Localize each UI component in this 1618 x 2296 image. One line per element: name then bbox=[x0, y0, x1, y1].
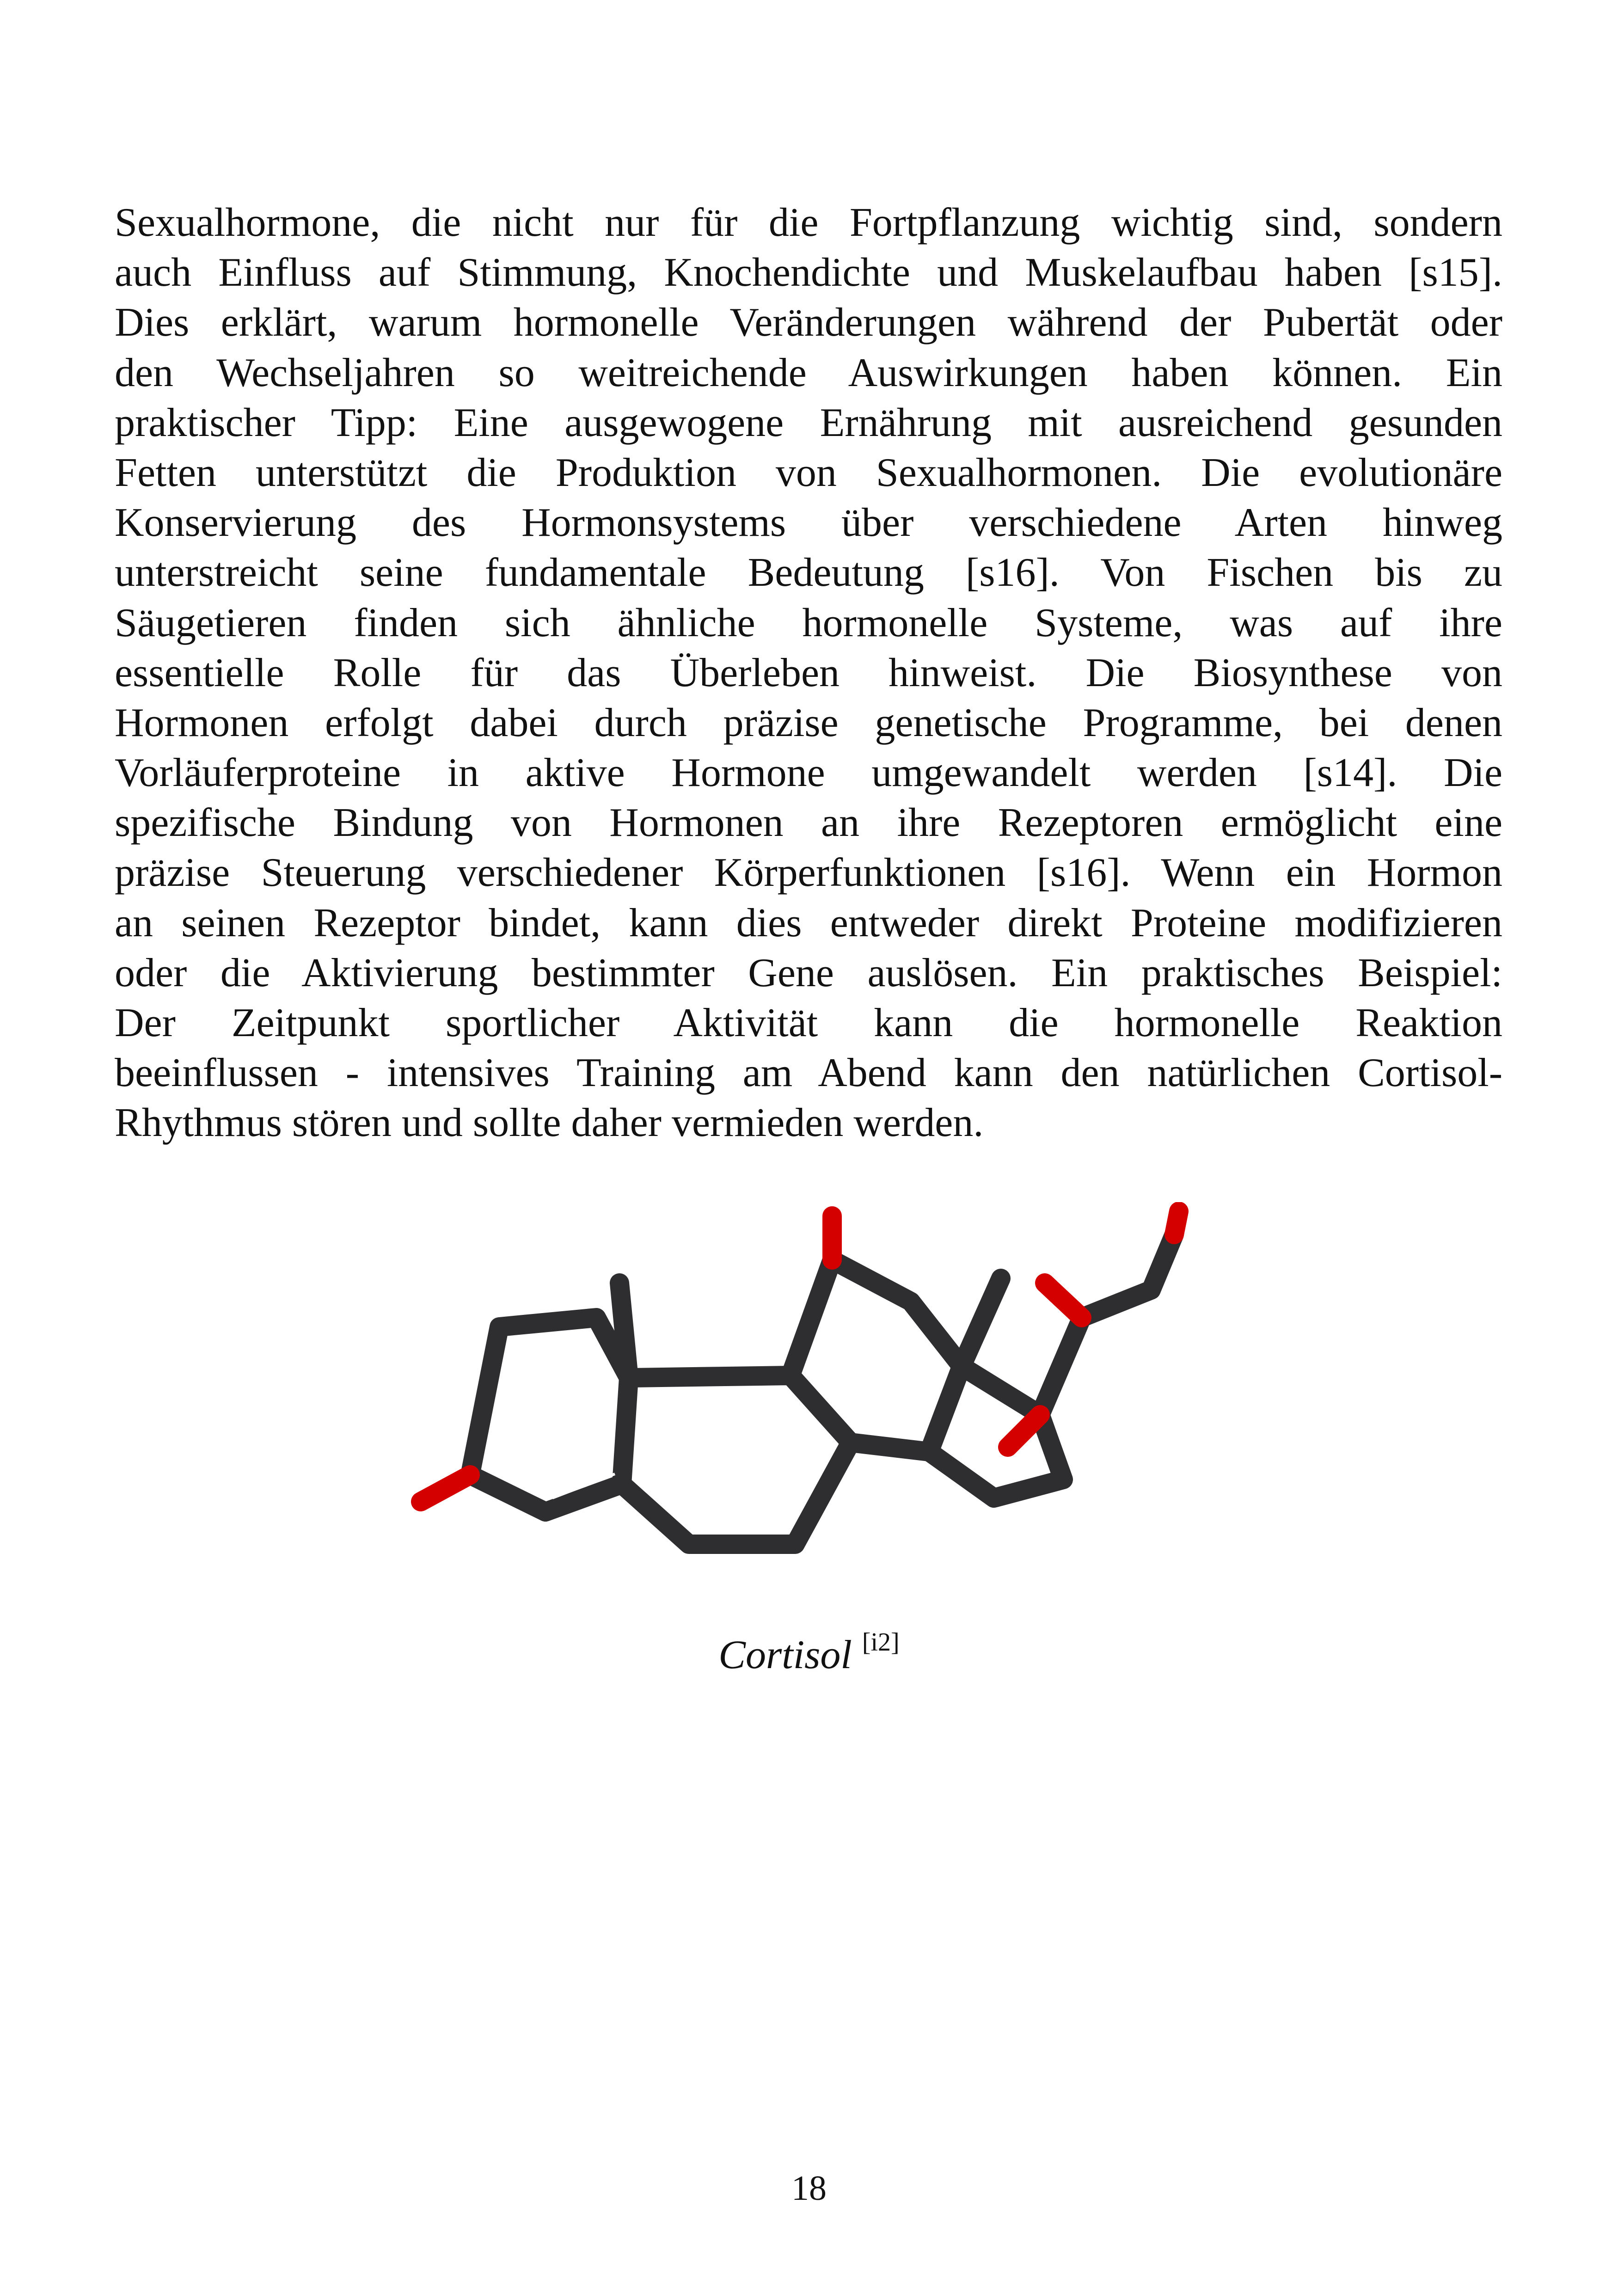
methyl-c19 bbox=[619, 1283, 629, 1378]
oxygen-c21 bbox=[1174, 1211, 1179, 1234]
oxygen-c17 bbox=[1008, 1415, 1040, 1447]
caption-title: Cortisol bbox=[718, 1633, 852, 1677]
cortisol-molecule-image bbox=[393, 1202, 1225, 1572]
text-line: oder die Aktivierung bestimmter Gene auslösen. Ein praktisches Beispiel: bbox=[115, 950, 1502, 995]
carbon-bonds bbox=[470, 1234, 1174, 1544]
text-line: spezifische Bindung von Hormonen an ihre Rezeptoren ermöglicht eine bbox=[115, 800, 1502, 846]
text-line: den Wechseljahren so weitreichende Auswirkungen haben können. Ein bbox=[115, 350, 1502, 395]
text-line: unterstreicht seine fundamentale Bedeutung [s16]. Von Fischen bis zu bbox=[115, 550, 1502, 595]
text-line: praktischer Tipp: Eine ausgewogene Ernährung mit ausreichend gesunden bbox=[115, 400, 1502, 445]
text-line: Sexualhormone, die nicht nur für die Fortpflanzung wichtig sind, sondern bbox=[115, 200, 1502, 245]
text-line: auch Einfluss auf Stimmung, Knochendichte und Muskelaufbau haben [s15]. bbox=[115, 250, 1502, 295]
text-line: essentielle Rolle für das Überleben hinweist. Die Biosynthese von bbox=[115, 650, 1502, 695]
body-paragraph bbox=[115, 198, 1502, 1148]
text-line: Der Zeitpunkt sportlicher Aktivität kann die hormonelle Reaktion bbox=[115, 1001, 1502, 1045]
page-number: 18 bbox=[791, 2169, 827, 2208]
text-line: an seinen Rezeptor bindet, kann dies entweder direkt Proteine modifizieren bbox=[115, 900, 1502, 945]
methyl-c18 bbox=[962, 1278, 1001, 1366]
ring-c bbox=[791, 1260, 962, 1452]
oxygen-c3 bbox=[421, 1475, 470, 1502]
figure-caption bbox=[0, 1627, 1618, 1678]
text-line: Dies erklärt, warum hormonelle Veränderungen während der Pubertät oder bbox=[115, 300, 1502, 345]
oxygen-c20 bbox=[1045, 1283, 1082, 1318]
ring-a bbox=[470, 1318, 629, 1512]
ring-b bbox=[622, 1375, 851, 1544]
text-line: Vorläuferproteine in aktive Hormone umgewandelt werden [s14]. Die bbox=[115, 750, 1502, 796]
text-line: Rhythmus stören und sollte daher vermieden werden. bbox=[115, 1100, 984, 1146]
side-chain bbox=[1040, 1234, 1174, 1415]
text-line: Hormonen erfolgt dabei durch präzise genetische Programme, bei denen bbox=[115, 700, 1502, 745]
caption-reference: [i2] bbox=[862, 1628, 900, 1657]
text-line: Konservierung des Hormonsystems über verschiedene Arten hinweg bbox=[115, 500, 1502, 546]
cortisol-molecule-figure bbox=[393, 1202, 1225, 1572]
text-line: Fetten unterstützt die Produktion von Sexualhormonen. Die evolutionäre bbox=[115, 450, 1502, 495]
text-line: präzise Steuerung verschiedener Körperfunktionen [s16]. Wenn ein Hormon bbox=[115, 850, 1502, 896]
text-line: Säugetieren finden sich ähnliche hormonelle Systeme, was auf ihre bbox=[115, 600, 1502, 645]
text-line: beeinflussen - intensives Training am Abend kann den natürlichen Cortisol- bbox=[115, 1050, 1502, 1096]
